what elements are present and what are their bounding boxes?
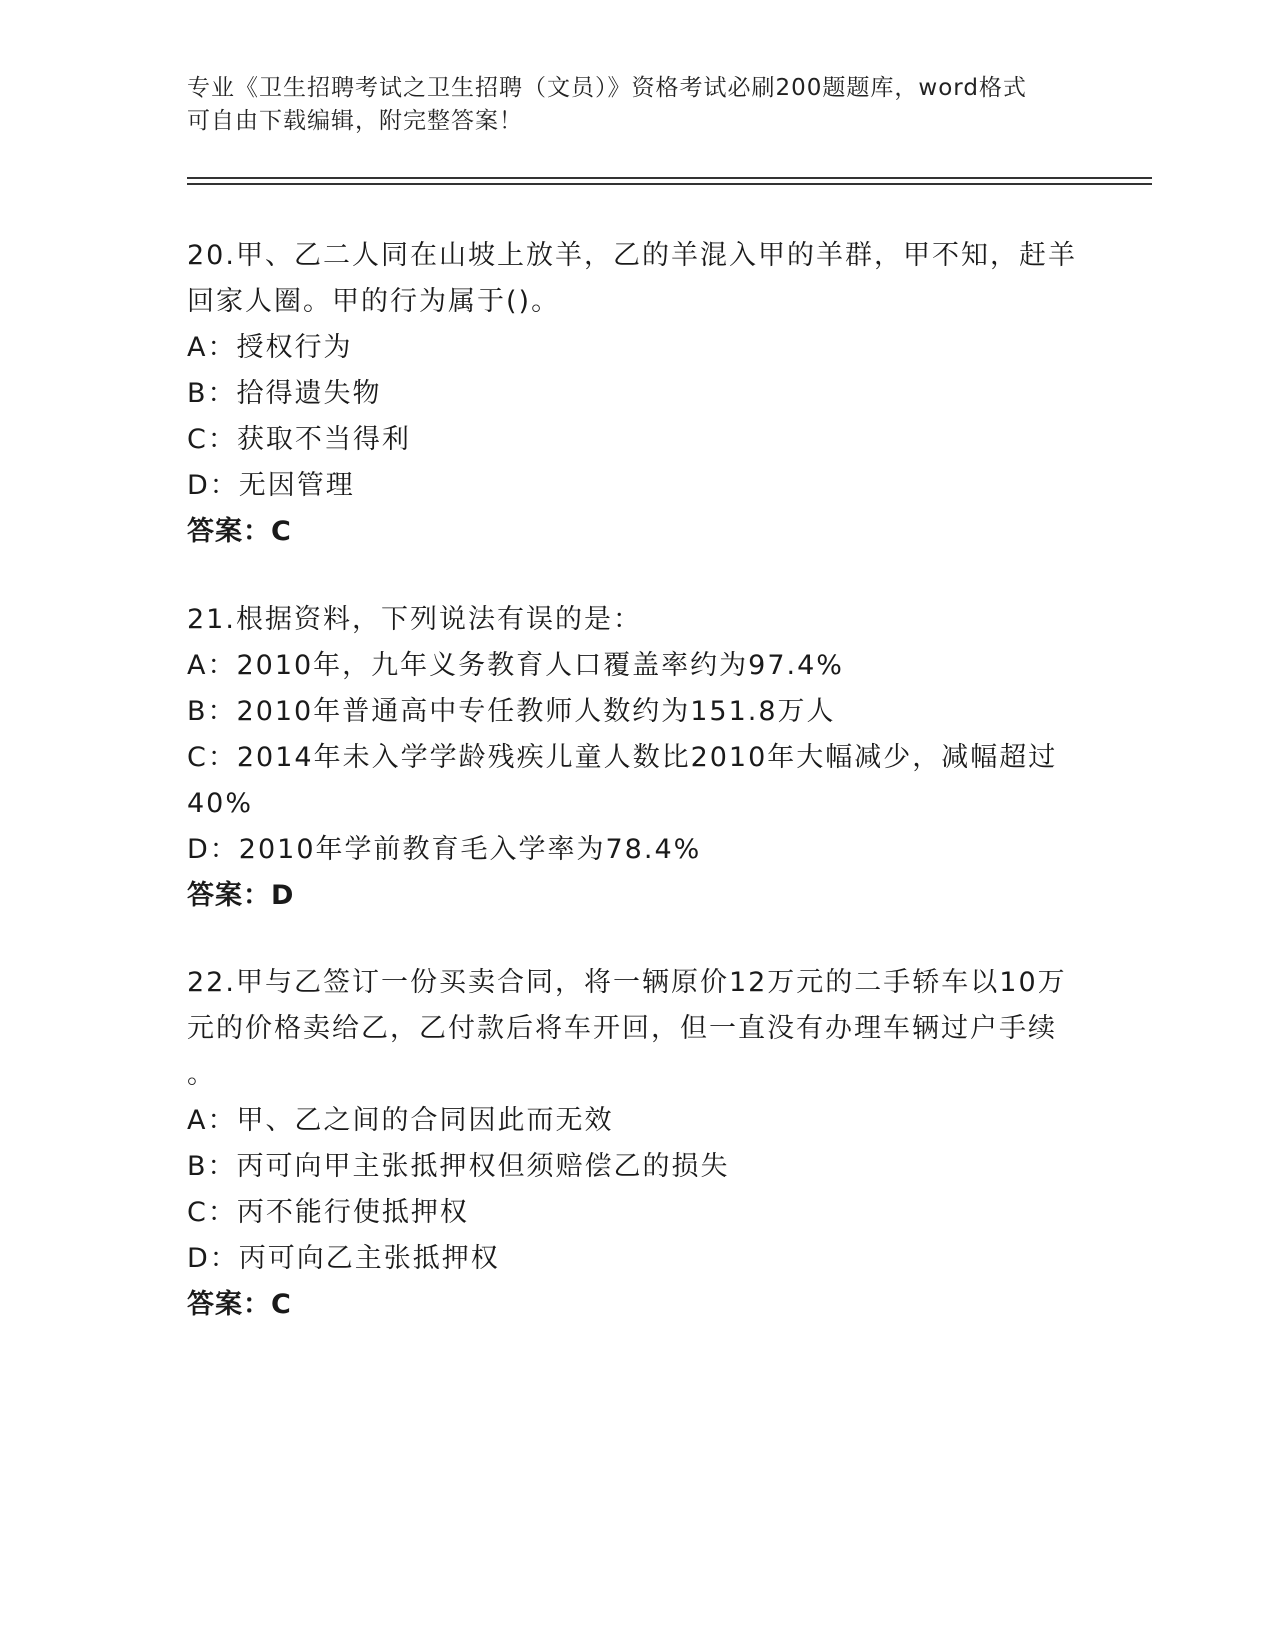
option-b: B：丙可向甲主张抵押权但须赔偿乙的损失 <box>187 1151 730 1182</box>
option-c-continued: 40% <box>187 788 254 819</box>
question-text-line: 22.甲与乙签订一份买卖合同，将一辆原价12万元的二手轿车以10万 <box>187 967 1067 998</box>
question-22 <box>187 960 1087 1328</box>
answer-label: 答案：C <box>187 516 292 547</box>
answer-label: 答案：C <box>187 1289 292 1320</box>
option-c: C：丙不能行使抵押权 <box>187 1197 469 1228</box>
option-d: D：丙可向乙主张抵押权 <box>187 1243 500 1274</box>
header-divider-top <box>187 177 1152 179</box>
header-divider-bottom <box>187 183 1152 185</box>
option-c: C：2014年未入学学龄残疾儿童人数比2010年大幅减少，减幅超过 <box>187 742 1058 773</box>
option-d: D：无因管理 <box>187 470 355 501</box>
option-b: B：拾得遗失物 <box>187 378 382 409</box>
option-a: A：2010年，九年义务教育人口覆盖率约为97.4% <box>187 650 844 681</box>
option-c: C：获取不当得利 <box>187 424 411 455</box>
option-a: A：授权行为 <box>187 332 353 363</box>
question-text-line: 元的价格卖给乙，乙付款后将车开回，但一直没有办理车辆过户手续 <box>187 1013 1057 1044</box>
question-text-line: 。 <box>187 1059 216 1090</box>
option-b: B：2010年普通高中专任教师人数约为151.8万人 <box>187 696 836 727</box>
question-text-line: 回家人圈。甲的行为属于()。 <box>187 286 561 317</box>
question-text-line: 20.甲、乙二人同在山坡上放羊，乙的羊混入甲的羊群，甲不知，赶羊 <box>187 240 1077 271</box>
document-header <box>187 72 1087 138</box>
option-a: A：甲、乙之间的合同因此而无效 <box>187 1105 614 1136</box>
answer-label: 答案：D <box>187 880 295 911</box>
option-d: D：2010年学前教育毛入学率为78.4% <box>187 834 702 865</box>
header-line-2: 可自由下载编辑，附完整答案！ <box>187 108 523 134</box>
header-line-1: 专业《卫生招聘考试之卫生招聘（文员）》资格考试必刷200题题库，word格式 <box>187 75 1027 101</box>
question-21 <box>187 597 1087 919</box>
question-text-line: 21.根据资料，下列说法有误的是： <box>187 604 642 635</box>
question-20 <box>187 233 1087 555</box>
